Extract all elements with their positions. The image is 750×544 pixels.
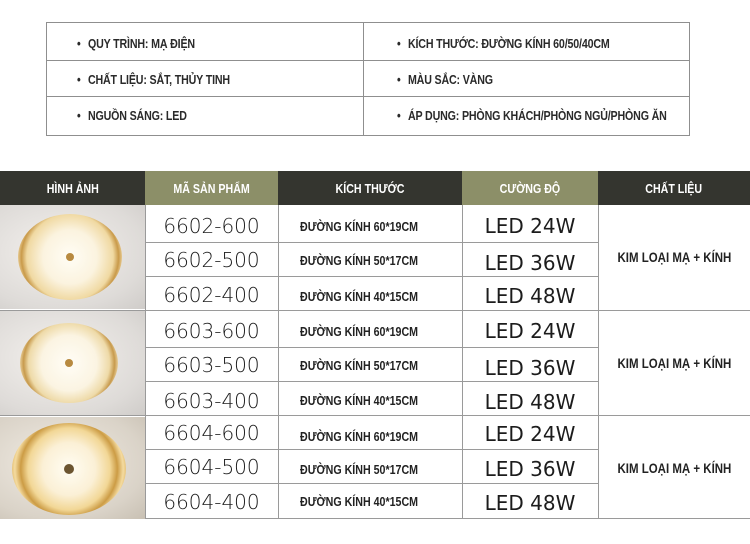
table-bottom-border: [145, 518, 750, 519]
product-image-6602: [0, 205, 145, 309]
spec-color: • MÀU SẮC: VÀNG: [397, 71, 493, 87]
product-image-6604: [0, 417, 145, 519]
product-size: ĐƯỜNG KÍNH 40*15CM: [300, 493, 419, 509]
column-divider: [278, 205, 279, 519]
header-image: HÌNH ẢNH: [0, 171, 145, 205]
bullet-icon: •: [77, 71, 81, 87]
product-code: 6603-400: [163, 389, 260, 413]
bullet-icon: •: [397, 71, 401, 87]
row-divider: [145, 449, 598, 450]
product-code: 6602-500: [163, 248, 260, 272]
product-code: 6603-600: [163, 319, 260, 343]
material-6603: KIM LOẠI MẠ + KÍNH: [617, 355, 731, 371]
product-size: ĐƯỜNG KÍNH 60*19CM: [300, 218, 419, 234]
product-size: ĐƯỜNG KÍNH 50*17CM: [300, 357, 419, 373]
spec-material: • CHẤT LIỆU: SẮT, THỦY TINH: [77, 71, 230, 87]
column-divider: [462, 205, 463, 519]
group-divider: [0, 415, 750, 416]
product-size: ĐƯỜNG KÍNH 40*15CM: [300, 288, 419, 304]
header-material: CHẤT LIỆU: [598, 171, 750, 205]
row-divider: [145, 347, 598, 348]
bullet-icon: •: [397, 107, 401, 123]
product-power: LED 48W: [484, 390, 576, 414]
product-power: LED 48W: [484, 284, 576, 308]
spec-size: • KÍCH THƯỚC: ĐƯỜNG KÍNH 60/50/40CM: [397, 35, 610, 51]
product-power: LED 24W: [484, 319, 576, 343]
bullet-icon: •: [397, 35, 401, 51]
row-divider: [145, 276, 598, 277]
bullet-icon: •: [77, 107, 81, 123]
bullet-icon: •: [77, 35, 81, 51]
product-size: ĐƯỜNG KÍNH 50*17CM: [300, 252, 419, 268]
product-power: LED 24W: [484, 422, 576, 446]
header-power: CƯỜNG ĐỘ: [462, 171, 598, 205]
spec-application: • ÁP DỤNG: PHÒNG KHÁCH/PHÒNG NGỦ/PHÒNG ĂN: [397, 107, 667, 123]
spec-box: [46, 22, 690, 136]
product-power: LED 48W: [484, 491, 576, 515]
product-code: 6604-400: [163, 490, 260, 514]
product-code: 6604-500: [163, 455, 260, 479]
column-divider: [145, 205, 146, 519]
spec-process: • QUY TRÌNH: MẠ ĐIỆN: [77, 35, 195, 51]
product-code: 6604-600: [163, 421, 260, 445]
lamp-center-6602: [66, 253, 74, 261]
group-divider: [0, 310, 750, 311]
product-code: 6602-600: [163, 214, 260, 238]
product-power: LED 24W: [484, 214, 576, 238]
product-table: [0, 171, 750, 519]
lamp-center-6603: [65, 359, 73, 367]
product-image-6603: [0, 311, 145, 415]
product-power: LED 36W: [484, 356, 576, 380]
product-code: 6603-500: [163, 353, 260, 377]
product-code: 6602-400: [163, 283, 260, 307]
material-6604: KIM LOẠI MẠ + KÍNH: [617, 460, 731, 476]
header-code: MÃ SẢN PHẨM: [145, 171, 278, 205]
spec-divider: [363, 23, 364, 135]
product-size: ĐƯỜNG KÍNH 60*19CM: [300, 323, 419, 339]
product-size: ĐƯỜNG KÍNH 50*17CM: [300, 461, 419, 477]
row-divider: [145, 483, 598, 484]
spec-light-source: • NGUỒN SÁNG: LED: [77, 107, 187, 123]
product-power: LED 36W: [484, 457, 576, 481]
material-6602: KIM LOẠI MẠ + KÍNH: [617, 249, 731, 265]
lamp-center-6604: [64, 464, 74, 474]
product-size: ĐƯỜNG KÍNH 60*19CM: [300, 428, 419, 444]
column-divider: [598, 205, 599, 519]
product-power: LED 36W: [484, 251, 576, 275]
header-size: KÍCH THƯỚC: [278, 171, 462, 205]
row-divider: [145, 381, 598, 382]
row-divider: [145, 242, 598, 243]
product-size: ĐƯỜNG KÍNH 40*15CM: [300, 392, 419, 408]
